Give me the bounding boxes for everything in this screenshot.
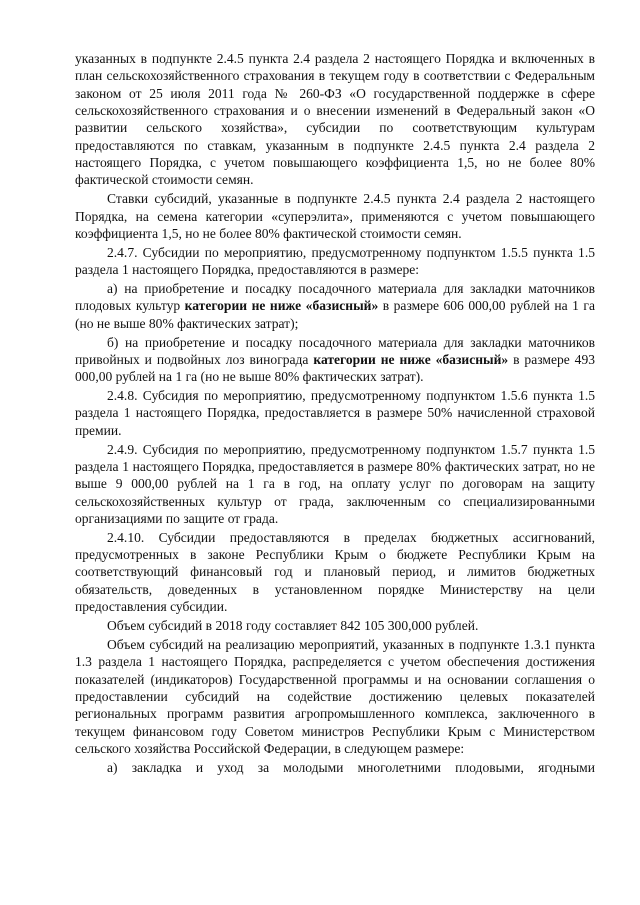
paragraph-volume-2018: Объем субсидий в 2018 году составляет 842 105 300,000 рублей. [107,618,479,633]
bold-category: категории не ниже «базисный» [184,298,379,314]
paragraph-item-a: а) закладка и уход за молодыми многолетними плодовыми, ягодными [107,759,595,775]
paragraph-2-4-8: 2.4.8. Субсидия по мероприятию, предусмотренному подпунктом 1.5.6 пункта 1.5 раздела 1 настоящего Порядка, предоставляется в размере 50% начисленной страховой премии. [75,388,595,438]
text-fragment: б) на приобретение и посадку посадочного материала для закладки маточников привойных и подвойных лоз винограда [75,334,595,367]
paragraph-continuation: указанных в подпункте 2.4.5 пункта 2.4 раздела 2 настоящего Порядка и включенных в план сельскохозяйственного страхования в текущем году в соответствии с Федеральным законом от 25 июля 2011 года № 260-ФЗ «О государственной поддержке в сфере сельскохозяйственного страхования и о внесении изменений в Федеральный закон «О развитии сельского хозяйства», субсидии по соответствующим культурам предоставляются по ставкам, указанным в подпункте 2.4.5 пункта 2.4 раздела 2 настоящего Порядка, с учетом повышающего коэффициента 1,5, но не более 80% фактической стоимости семян. [75,51,595,188]
text-fragment: а) на приобретение и посадку посадочного материала для закладки маточников плодовых культур [75,280,595,314]
paragraph-2-4-10: 2.4.10. Субсидии предоставляются в пределах бюджетных ассигнований, предусмотренных в законе Республики Крым о бюджете Республики Крым на соответствующий финансовый год и плановый период, и лимитов бюджетных обязательств, доведенных в установленном порядке Министерству на цели предоставления субсидии. [75,529,595,615]
paragraph-distribution: Объем субсидий на реализацию мероприятий, указанных в подпункте 1.3.1 пункта 1.3 раздела 1 настоящего Порядка, распределяется с учетом обеспечения достижения показателей (индикаторов) Государственной программы и на основании соглашения о предоставлении субсидий на содействие достижению целевых показателей региональных программ развития агропромышленного комплекса, заключенного в текущем финансовом году Советом министров Республики Крым с Министерством сельского хозяйства Российской Федерации, в следующем размере: [75,636,595,756]
paragraph-2-4-7-a [75,280,595,332]
document-body [75,50,595,778]
paragraph-superelite-rates: Ставки субсидий, указанные в подпункте 2.4.5 пункта 2.4 раздела 2 настоящего Порядка, на семена категории «суперэлита», применяются с учетом повышающего коэффициента 1,5, но не более 80% фактической стоимости семян. [75,191,595,241]
paragraph-2-4-7-b [75,334,595,386]
text-fragment: в размере 606 000,00 рублей на 1 га (но не выше 80% фактических затрат); [75,298,595,331]
bold-category: категории не ниже «базисный» [313,351,509,367]
paragraph-2-4-9: 2.4.9. Субсидия по мероприятию, предусмотренному подпунктом 1.5.7 пункта 1.5 раздела 1 настоящего Порядка, предоставляется в размере 80% фактических затрат, но не выше 9 000,00 рублей на 1 га в год, на оплату услуг по договорам на защиту сельскохозяйственных культур от града, заключенным со специализированными организациями по защите от града. [75,441,595,526]
paragraph-2-4-7: 2.4.7. Субсидии по мероприятию, предусмотренному подпунктом 1.5.5 пункта 1.5 раздела 1 настоящего Порядка, предоставляются в размере: [75,244,595,278]
text-fragment: в размере 493 000,00 рублей на 1 га (но не выше 80% фактических затрат). [75,351,595,385]
